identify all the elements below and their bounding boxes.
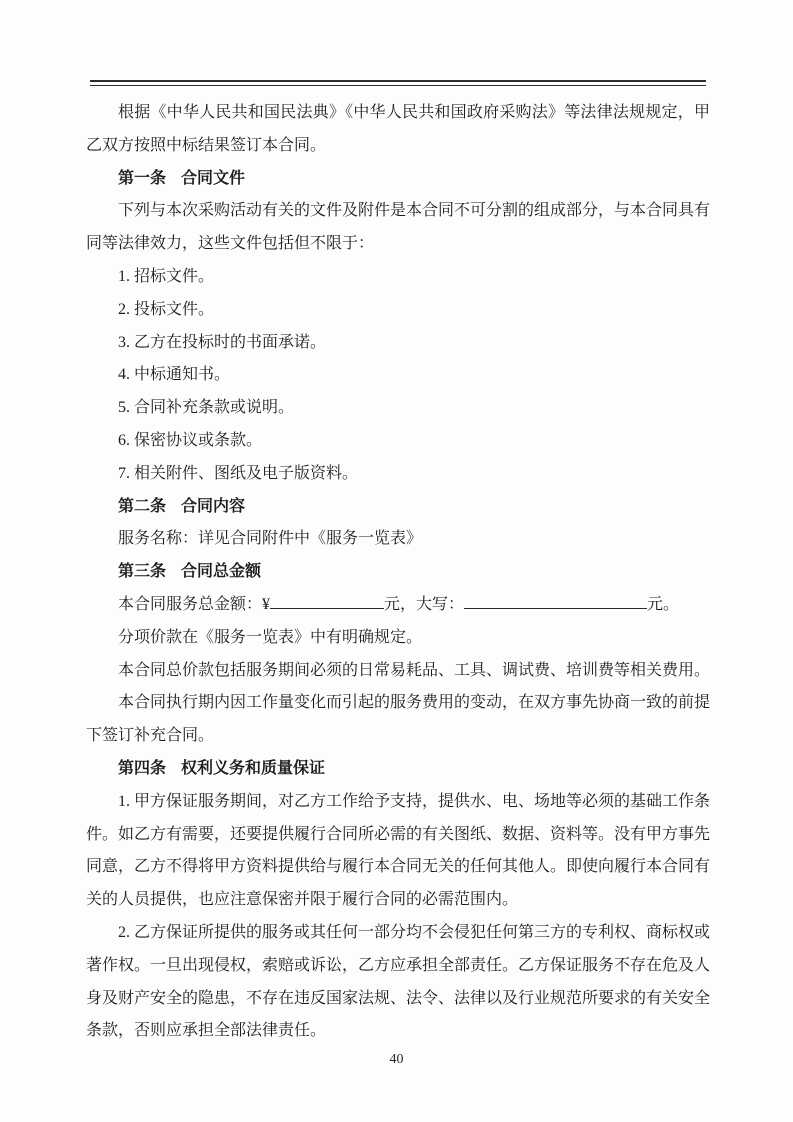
article2-number: 第二条 (118, 497, 167, 515)
article4-number: 第四条 (118, 759, 167, 777)
amount-mid: 元，大写： (384, 595, 465, 613)
amount-prefix: 本合同服务总金额：¥ (118, 595, 271, 613)
article1-title: 合同文件 (181, 169, 246, 187)
clause-list-item-6: 6. 保密协议或条款。 (118, 431, 263, 449)
article3-paragraph-1: 分项价款在《服务一览表》中有明确规定。 (118, 628, 423, 646)
article4-title: 权利义务和质量保证 (181, 759, 326, 777)
clause-list-item-5: 5. 合同补充条款或说明。 (118, 399, 295, 417)
article4-paragraph-1: 1. 甲方保证服务期间，对乙方工作给予支持，提供水、电、场地等必须的基础工作条件。如乙方有需要，还要提供履行合同所必需的有关图纸、数据、资料等。没有甲方事先同意，乙方不得将甲方资料提供给与履行本合同无关的任何其他人。即使向履行本合同有关的人员提供，也应注意保密并限于履行合同的必需范围内。 (86, 792, 711, 909)
article3-title: 合同总金额 (181, 563, 262, 581)
intro-paragraph: 根据《中华人民共和国民法典》《中华人民共和国政府采购法》等法律法规规定，甲乙双方按照中标结果签订本合同。 (86, 104, 710, 154)
article2-title: 合同内容 (181, 497, 246, 515)
article4-heading (86, 753, 710, 786)
article3-number: 第三条 (118, 563, 167, 581)
clause-list-item-2: 2. 投标文件。 (118, 300, 215, 318)
article1-number: 第一条 (118, 169, 167, 187)
clause-list-item-1: 1. 招标文件。 (118, 267, 215, 285)
header-double-rule (90, 80, 706, 86)
article3-paragraph-2: 本合同总价款包括服务期间必须的日常易耗品、工具、调试费、培训费等相关费用。 (118, 661, 711, 679)
article4-paragraph-2: 2. 乙方保证所提供的服务或其任何一部分均不会侵犯任何第三方的专利权、商标权或著作权。一旦出现侵权，索赔或诉讼，乙方应承担全部责任。乙方保证服务不存在危及人身及财产安全的隐患，不存在违反国家法规、法令、法律以及行业规范所要求的有关安全条款，否则应承担全部法律责任。 (86, 923, 711, 1040)
amount-line (86, 589, 710, 622)
article3-heading (86, 556, 710, 589)
article3-paragraph-3: 本合同执行期内因工作量变化而引起的服务费用的变动，在双方事先协商一致的前提下签订补充合同。 (86, 694, 711, 745)
service-name-line: 服务名称：详见合同附件中《服务一览表》 (118, 530, 423, 548)
contract-body (86, 97, 710, 1048)
amount-blank-field (270, 593, 384, 609)
clause-list-item-3: 3. 乙方在投标时的书面承诺。 (118, 333, 327, 351)
article1-intro-paragraph: 下列与本次采购活动有关的文件及附件是本合同不可分割的组成部分，与本合同具有同等法律效力，这些文件包括但不限于： (86, 202, 711, 253)
amount-in-words-blank-field (464, 593, 647, 609)
article2-heading (86, 491, 710, 524)
clause-list-item-4: 4. 中标通知书。 (118, 366, 231, 384)
article1-heading (86, 163, 710, 196)
page-number: 40 (389, 1052, 404, 1067)
amount-suffix: 元。 (647, 595, 680, 613)
clause-list-item-7: 7. 相关附件、图纸及电子版资料。 (118, 464, 359, 482)
